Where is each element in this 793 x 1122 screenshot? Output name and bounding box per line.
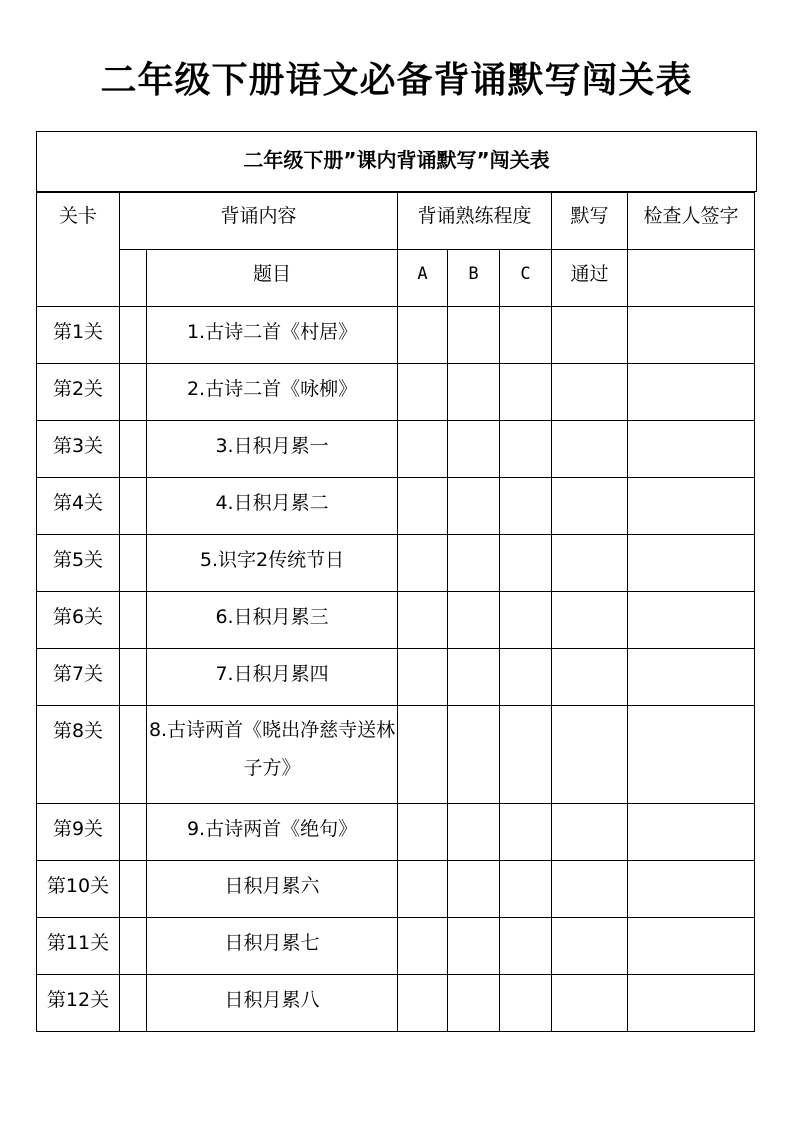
passed-cell (552, 421, 628, 478)
table-body (37, 307, 755, 1032)
signature-cell (628, 975, 755, 1032)
level-cell: 第9关 (37, 804, 120, 861)
signature-cell (628, 918, 755, 975)
header-signature: 检查人签字 (628, 193, 755, 250)
checklist-sheet (36, 131, 757, 1032)
passed-cell (552, 592, 628, 649)
checklist-table (36, 192, 755, 1032)
item-cell: 2.古诗二首《咏柳》 (147, 364, 398, 421)
level-cell: 第11关 (37, 918, 120, 975)
signature-cell (628, 649, 755, 706)
blank-cell (120, 975, 147, 1032)
header-dictation: 默写 (552, 193, 628, 250)
level-cell: 第8关 (37, 706, 120, 804)
signature-cell (628, 592, 755, 649)
signature-cell (628, 861, 755, 918)
table-row (37, 975, 755, 1032)
blank-cell (120, 861, 147, 918)
header-grade-a: A (398, 250, 448, 307)
grade-a-cell (398, 918, 448, 975)
grade-a-cell (398, 307, 448, 364)
grade-a-cell (398, 861, 448, 918)
level-cell: 第6关 (37, 592, 120, 649)
grade-c-cell (500, 804, 552, 861)
table-row (37, 592, 755, 649)
grade-b-cell (448, 535, 500, 592)
level-cell: 第1关 (37, 307, 120, 364)
header-level: 关卡 (37, 193, 120, 307)
item-cell: 日积月累七 (147, 918, 398, 975)
passed-cell (552, 535, 628, 592)
signature-cell (628, 421, 755, 478)
sheet-title: 二年级下册”课内背诵默写”闯关表 (36, 131, 757, 192)
grade-a-cell (398, 421, 448, 478)
table-row (37, 649, 755, 706)
grade-b-cell (448, 421, 500, 478)
signature-cell (628, 804, 755, 861)
passed-cell (552, 804, 628, 861)
level-cell: 第2关 (37, 364, 120, 421)
passed-cell (552, 918, 628, 975)
item-cell: 5.识字2传统节日 (147, 535, 398, 592)
level-cell: 第12关 (37, 975, 120, 1032)
passed-cell (552, 649, 628, 706)
table-row (37, 364, 755, 421)
table-row (37, 706, 755, 804)
passed-cell (552, 364, 628, 421)
header-passed: 通过 (552, 250, 628, 307)
header-content: 背诵内容 (120, 193, 398, 250)
blank-cell (120, 592, 147, 649)
signature-cell (628, 364, 755, 421)
table-row (37, 307, 755, 364)
grade-c-cell (500, 307, 552, 364)
header-row-1 (37, 193, 755, 250)
grade-b-cell (448, 307, 500, 364)
blank-cell (120, 478, 147, 535)
blank-cell (120, 649, 147, 706)
header-grade-b: B (448, 250, 500, 307)
grade-c-cell (500, 975, 552, 1032)
grade-a-cell (398, 649, 448, 706)
item-cell: 日积月累六 (147, 861, 398, 918)
table-row (37, 421, 755, 478)
level-cell: 第5关 (37, 535, 120, 592)
table-row (37, 804, 755, 861)
header-row-2 (37, 250, 755, 307)
blank-cell (120, 421, 147, 478)
blank-cell (120, 918, 147, 975)
table-row (37, 861, 755, 918)
table-row (37, 535, 755, 592)
grade-c-cell (500, 535, 552, 592)
grade-a-cell (398, 804, 448, 861)
grade-c-cell (500, 421, 552, 478)
grade-b-cell (448, 364, 500, 421)
grade-c-cell (500, 918, 552, 975)
grade-c-cell (500, 706, 552, 804)
table-row (37, 918, 755, 975)
header-topic: 题目 (147, 250, 398, 307)
level-cell: 第4关 (37, 478, 120, 535)
header-signature-blank (628, 250, 755, 307)
passed-cell (552, 861, 628, 918)
item-cell: 6.日积月累三 (147, 592, 398, 649)
item-cell: 3.日积月累一 (147, 421, 398, 478)
passed-cell (552, 307, 628, 364)
header-grade-c: C (500, 250, 552, 307)
item-cell: 9.古诗两首《绝句》 (147, 804, 398, 861)
grade-a-cell (398, 535, 448, 592)
grade-b-cell (448, 861, 500, 918)
grade-a-cell (398, 975, 448, 1032)
item-cell: 8.古诗两首《晓出净慈寺送林子方》 (147, 706, 398, 804)
grade-a-cell (398, 706, 448, 804)
header-fluency: 背诵熟练程度 (398, 193, 552, 250)
grade-a-cell (398, 592, 448, 649)
level-cell: 第10关 (37, 861, 120, 918)
item-cell: 7.日积月累四 (147, 649, 398, 706)
signature-cell (628, 478, 755, 535)
grade-c-cell (500, 861, 552, 918)
grade-c-cell (500, 364, 552, 421)
grade-b-cell (448, 649, 500, 706)
table-row (37, 478, 755, 535)
passed-cell (552, 706, 628, 804)
blank-cell (120, 706, 147, 804)
grade-b-cell (448, 918, 500, 975)
grade-c-cell (500, 592, 552, 649)
blank-cell (120, 804, 147, 861)
level-cell: 第7关 (37, 649, 120, 706)
grade-b-cell (448, 975, 500, 1032)
blank-cell (120, 307, 147, 364)
item-cell: 1.古诗二首《村居》 (147, 307, 398, 364)
item-cell: 4.日积月累二 (147, 478, 398, 535)
passed-cell (552, 478, 628, 535)
signature-cell (628, 307, 755, 364)
page-title: 二年级下册语文必备背诵默写闯关表 (100, 60, 693, 101)
blank-cell (120, 535, 147, 592)
grade-a-cell (398, 364, 448, 421)
blank-cell (120, 364, 147, 421)
grade-b-cell (448, 478, 500, 535)
header-blank (120, 250, 147, 307)
grade-a-cell (398, 478, 448, 535)
grade-b-cell (448, 706, 500, 804)
item-cell: 日积月累八 (147, 975, 398, 1032)
passed-cell (552, 975, 628, 1032)
level-cell: 第3关 (37, 421, 120, 478)
grade-b-cell (448, 592, 500, 649)
grade-c-cell (500, 649, 552, 706)
signature-cell (628, 535, 755, 592)
grade-c-cell (500, 478, 552, 535)
signature-cell (628, 706, 755, 804)
grade-b-cell (448, 804, 500, 861)
